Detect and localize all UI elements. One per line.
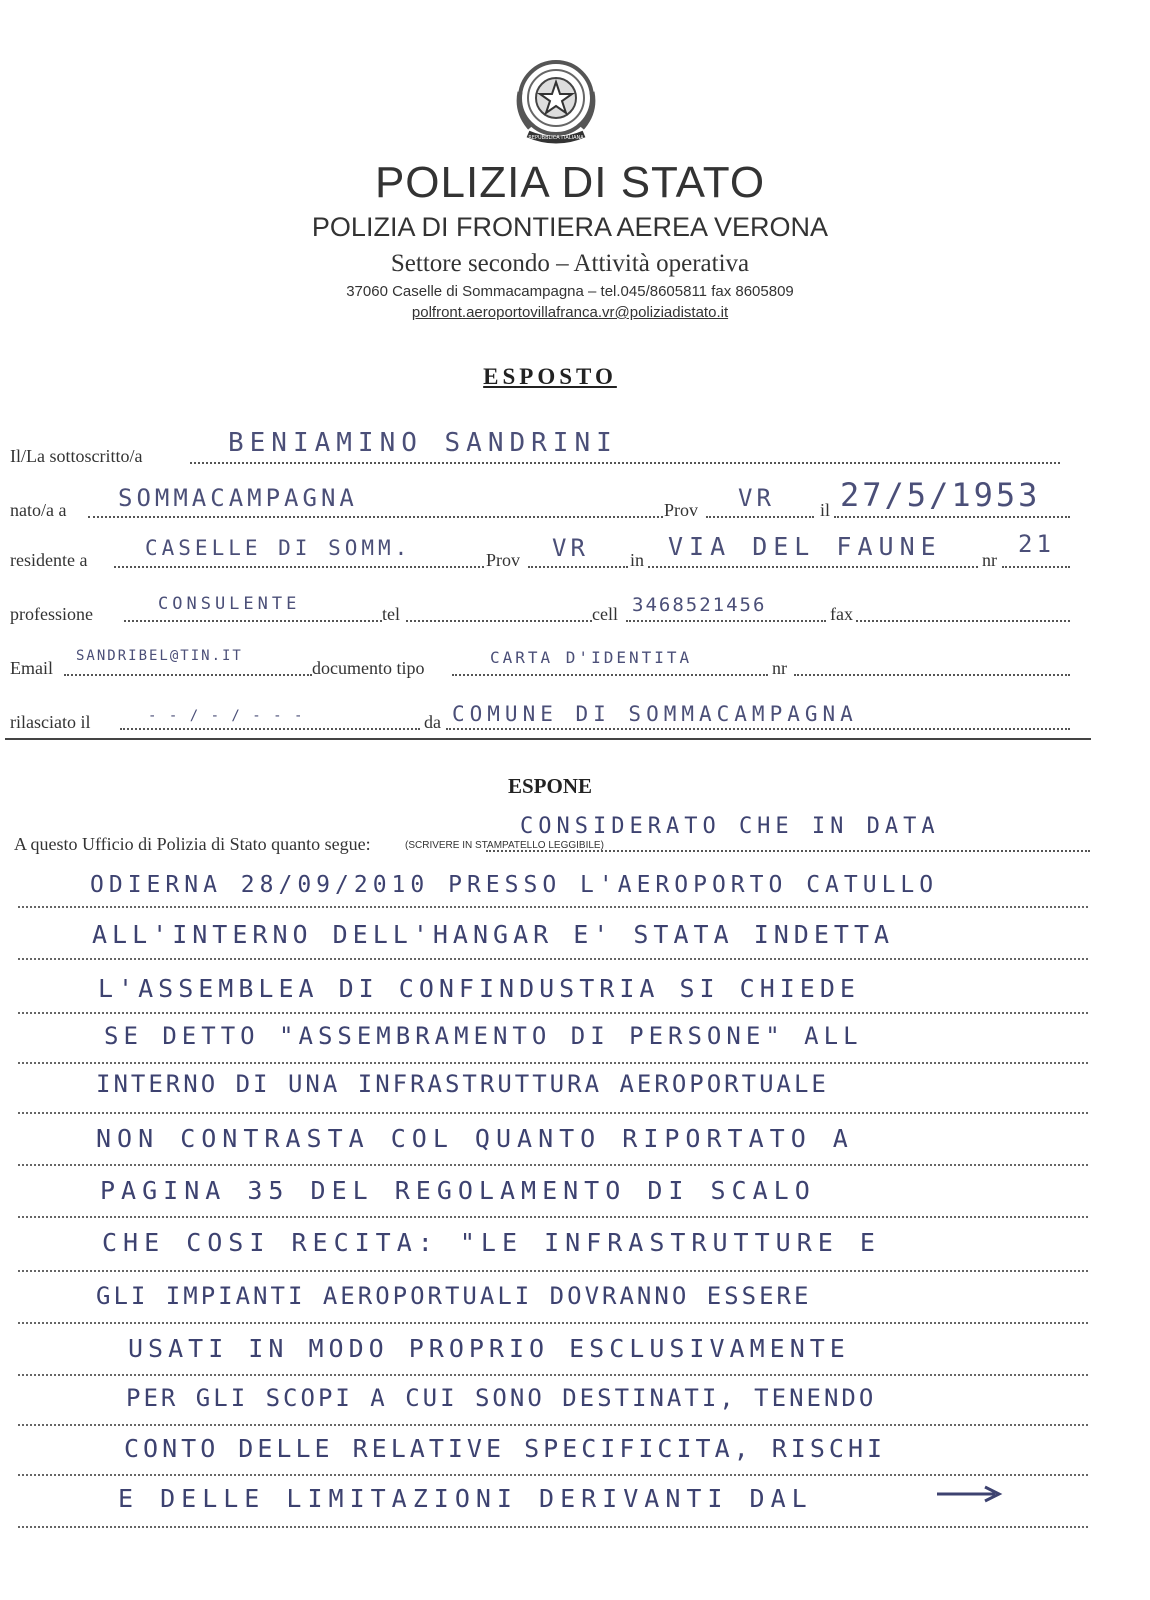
da-field [446,728,1070,730]
rilasciato-label: rilasciato il [10,712,91,732]
documento-nr-field [794,674,1070,676]
form-divider [5,738,1091,740]
espone-line-10-field [18,1374,1088,1376]
espone-line-5-field [18,1112,1088,1114]
il-label: il [820,500,831,520]
professione-value: CONSULENTE [158,594,301,614]
espone-line-7: PAGINA 35 DEL REGOLAMENTO DI SCALO [100,1176,816,1205]
nr-label: nr [982,550,997,570]
fax-field [856,620,1070,622]
documento-label: documento tipo [312,658,425,678]
email-field [64,674,312,676]
header-sector: Settore secondo – Attività operativa [390,250,750,277]
nr-field [1002,566,1070,568]
espone-line-6: NON CONTRASTA COL QUANTO RIPORTATO A [96,1124,854,1153]
espone-line-3-field [18,1012,1088,1014]
nato-field [88,516,663,518]
espone-line-5: INTERNO DI UNA INFRASTRUTTURA AEROPORTUALE [96,1070,829,1098]
residente-field [114,566,484,568]
espone-line-8-field [18,1270,1088,1272]
espone-line-13: E DELLE LIMITAZIONI DERIVANTI DAL [118,1484,813,1513]
prov-res-field [528,566,628,568]
via-value: VIA DEL FAUNE [668,532,942,561]
documento-field [452,674,768,676]
espone-intro-label: A questo Ufficio di Polizia di Stato quanto segue: [14,834,371,854]
cell-value: 3468521456 [632,594,767,616]
documento-value: CARTA D'IDENTITA [490,648,693,667]
espone-line-1: ODIERNA 28/09/2010 PRESSO L'AEROPORTO CATULLO [90,872,939,898]
prov-res-label: Prov [486,550,521,570]
nato-label: nato/a a [10,500,67,520]
espone-line-0: CONSIDERATO CHE IN DATA [520,814,940,839]
espone-line-9: GLI IMPIANTI AEROPORTUALI DOVRANNO ESSERE [96,1282,812,1310]
rilasciato-value: - - / - / - - - [148,708,305,724]
prov-nato-field [706,516,814,518]
tel-label: tel [382,604,400,624]
email-value: SANDRIBEL@TIN.IT [76,648,243,664]
professione-label: professione [10,604,93,624]
header-address: 37060 Caselle di Sommacampagna – tel.045/8605811 fax 8605809 [346,283,794,300]
sottoscritto-value: BENIAMINO SANDRINI [228,428,618,458]
svg-text:REPUBBLICA ITALIANA: REPUBBLICA ITALIANA [528,135,584,141]
rilasciato-field [120,728,420,730]
fax-label: fax [830,604,853,624]
nato-value: SOMMACAMPAGNA [118,484,358,512]
residente-label: residente a [10,550,88,570]
espone-line-2: ALL'INTERNO DELL'HANGAR E' STATA INDETTA [92,920,895,949]
via-field [648,566,978,568]
prov-label: Prov [664,500,699,520]
espone-line-2-field [18,958,1088,960]
email-label: Email [10,658,53,678]
espone-line-6-field [18,1164,1088,1166]
italian-republic-emblem [508,52,604,150]
data-nascita-value: 27/5/1953 [840,476,1041,514]
espone-heading: ESPONE [507,774,593,798]
form-heading: ESPOSTO [483,364,617,389]
professione-field [124,620,382,622]
header-subtitle: POLIZIA DI FRONTIERA AEREA VERONA [311,212,829,242]
espone-line-11: PER GLI SCOPI A CUI SONO DESTINATI, TENENDO [126,1384,877,1412]
cell-field [626,620,826,622]
sottoscritto-label: Il/La sottoscritto/a [10,446,143,466]
espone-line-1-field [18,906,1088,908]
prov-nato-value: VR [738,484,775,512]
sottoscritto-field [190,462,1060,464]
espone-line-3: L'ASSEMBLEA DI CONFINDUSTRIA SI CHIEDE [98,974,860,1003]
cell-label: cell [592,604,618,624]
espone-line-10: USATI IN MODO PROPRIO ESCLUSIVAMENTE [128,1334,850,1363]
espone-line-7-field [18,1216,1088,1218]
espone-line-9-field [18,1322,1088,1324]
header-title: POLIZIA DI STATO [374,158,766,207]
espone-line-8: CHE COSI RECITA: "LE INFRASTRUTTURE E [102,1228,881,1257]
tel-field [406,620,592,622]
espone-line-12-field [18,1474,1088,1476]
stampatello-note: (SCRIVERE IN STAMPATELLO LEGGIBILE) [405,840,604,851]
espone-line-12: CONTO DELLE RELATIVE SPECIFICITA, RISCHI [124,1434,887,1463]
nr2-label: nr [772,658,787,678]
da-value: COMUNE DI SOMMACAMPAGNA [452,702,858,726]
espone-line-13-field [18,1526,1088,1528]
espone-line-4: SE DETTO "ASSEMBRAMENTO DI PERSONE" ALL [104,1022,863,1050]
in-label: in [630,550,645,570]
espone-line-4-field [18,1062,1088,1064]
da-label: da [424,712,441,732]
espone-line-11-field [18,1424,1088,1426]
nr-value: 21 [1018,530,1055,558]
arrow-right-icon [935,1484,1005,1504]
prov-res-value: VR [552,534,589,562]
data-nascita-field [834,516,1070,518]
header-email[interactable]: polfront.aeroportovillafranca.vr@poliziadistato.it [411,304,729,321]
residente-value: CASELLE DI SOMM. [145,536,412,560]
